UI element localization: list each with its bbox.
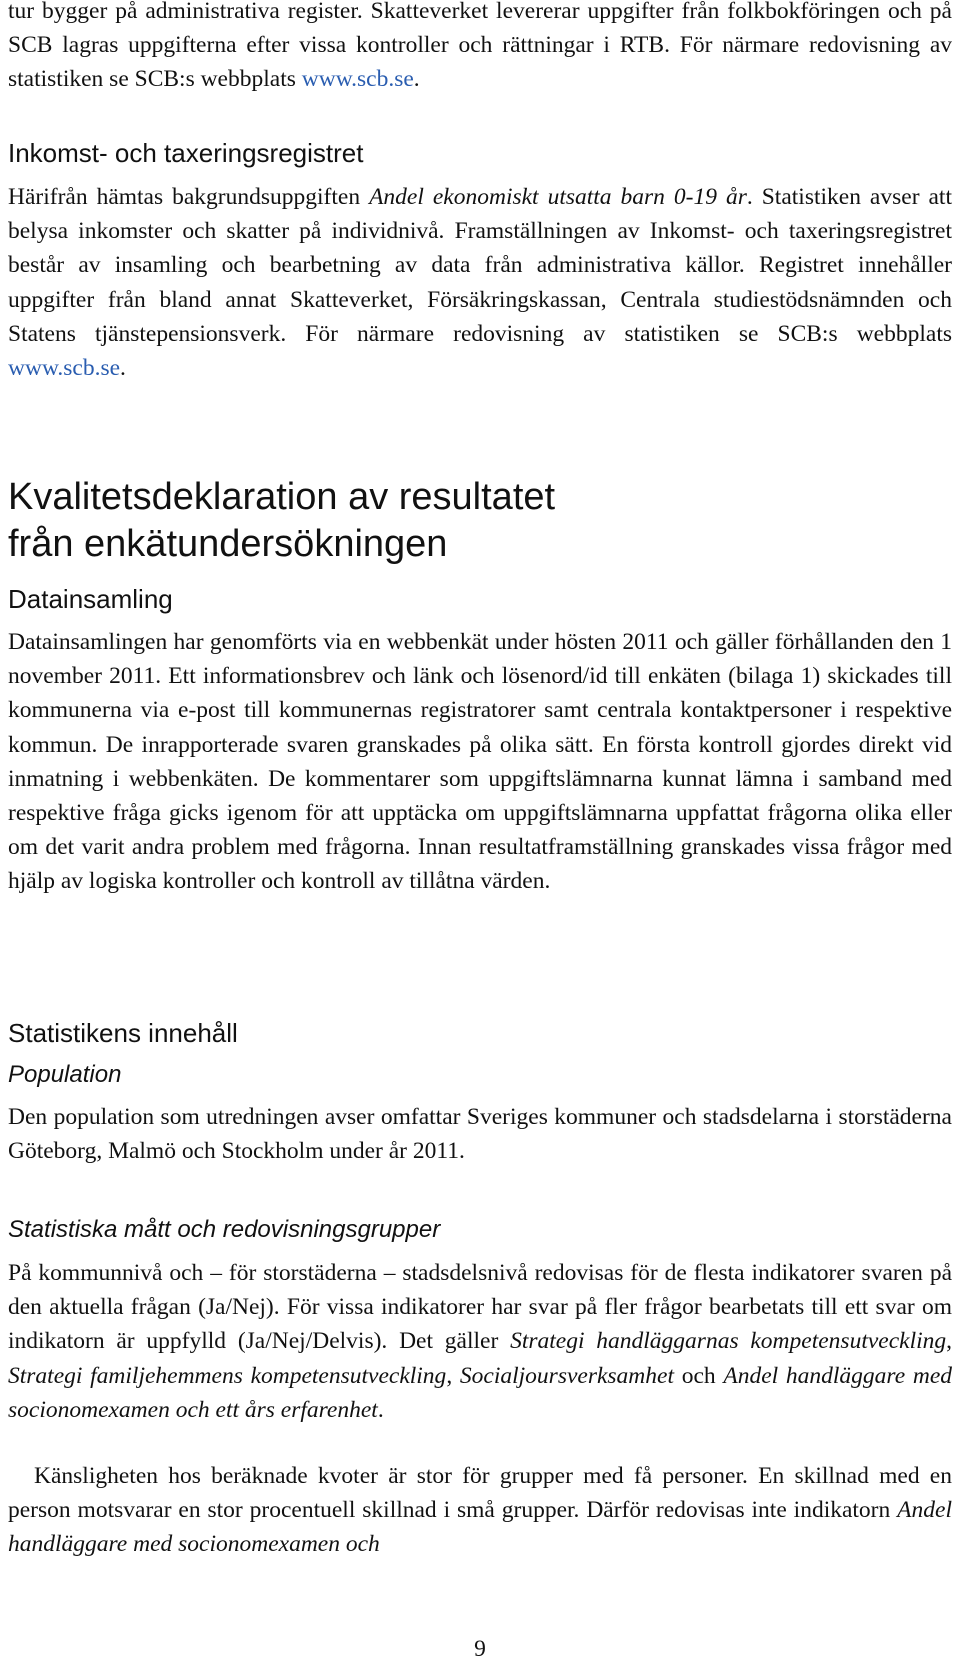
population-heading: Population xyxy=(8,1061,122,1088)
datainsamling-paragraph: Datainsamlingen har genomförts via en webbenkät under hösten 2011 och gäller förhållanden den 1 november 2011. Ett informationsbrev och länk och lösenord/id till enkäten (bilaga 1) skickades till kommunerna via e-post till kommunernas registratorer samt centrala kontaktpersoner i respektive kommun. De inrapporterade svaren granskades på olika sätt. En första kontroll gjordes direkt vid inmatning i webbenkäten. De kommentarer som uppgiftslämnarna kunnat lämna i samband med respektive fråga gicks igenom för att upptäcka om uppgiftslämnarna uppfattat frågorna olika eller om det varit andra problem med frågorna. Innan resultatframställning granskades vissa frågor med hjälp av logiska kontroller och kontroll av tillåtna värden. xyxy=(8,629,952,895)
document-page xyxy=(8,0,952,1678)
intro-text: tur bygger på administrativa register. Skatteverket levererar uppgifter från folkbokföringen och på SCB lagras uppgifterna efter vissa kontroller och rättningar i RTB. För närmare redovisning av statistiken se SCB:s webbplats xyxy=(8,0,952,93)
intro-paragraph: tur bygger på administrativa register. Skatteverket levererar uppgifter från folkbokföringen och på SCB lagras uppgifterna efter vissa kontroller och rättningar i RTB. För närmare redovisning av statistiken se SCB:s webbplats www.scb.se. xyxy=(8,0,952,93)
kvalitet-heading: Kvalitetsdeklaration av resultatet från enkätundersökningen xyxy=(8,476,556,565)
matt-paragraph-2: Känsligheten hos beräknade kvoter är stor för grupper med få personer. En skillnad med en person motsvarar en stor procentuell skillnad i små grupper. Därför redovisas inte indikatorn Andel handläggare med socionomexamen och xyxy=(8,1463,952,1558)
datainsamling-heading: Datainsamling xyxy=(8,584,173,614)
page-number: 9 xyxy=(474,1636,486,1662)
scb-link[interactable]: www.scb.se xyxy=(301,66,414,93)
inkomst-paragraph: Härifrån hämtas bakgrundsuppgiften Andel ekonomiskt utsatta barn 0-19 år. Statistiken avser att belysa inkomster och skatter på individnivå. Framställningen av Inkomst- och taxeringsregistret består av insamling och bearbetning av data från administrativa källor. Registret innehåller uppgifter från bland annat Skatteverket, Försäkringskassan, Centrala studiestödsnämnden och Statens tjänstepensionsverk. För närmare redovisning av statistiken se SCB:s webbplats www.scb.se. xyxy=(8,184,952,382)
population-paragraph: Den population som utredningen avser omfattar Sveriges kommuner och stadsdelarna i storstäderna Göteborg, Malmö och Stockholm under år 2011. xyxy=(8,1104,952,1165)
innehall-heading: Statistikens innehåll xyxy=(8,1018,238,1048)
matt-paragraph-1: På kommunnivå och – för storstäderna – stadsdelsnivå redovisas för de flesta indikatorer svaren på den aktuella frågan (Ja/Nej). För vissa indikatorer har svar på fler frågor bearbetats till ett svar om indikatorn är uppfylld (Ja/Nej/Delvis). Det gäller Strategi handläggarnas kompetensutveckling, Strategi familjehemmens kompetensutveckling, Socialjoursverksamhet och Andel handläggare med socionomexamen och ett års erfarenhet. xyxy=(8,1260,953,1423)
scb-link-2[interactable]: www.scb.se xyxy=(8,355,121,382)
matt-heading: Statistiska mått och redovisningsgrupper xyxy=(8,1216,441,1243)
inkomst-heading: Inkomst- och taxeringsregistret xyxy=(8,138,364,168)
